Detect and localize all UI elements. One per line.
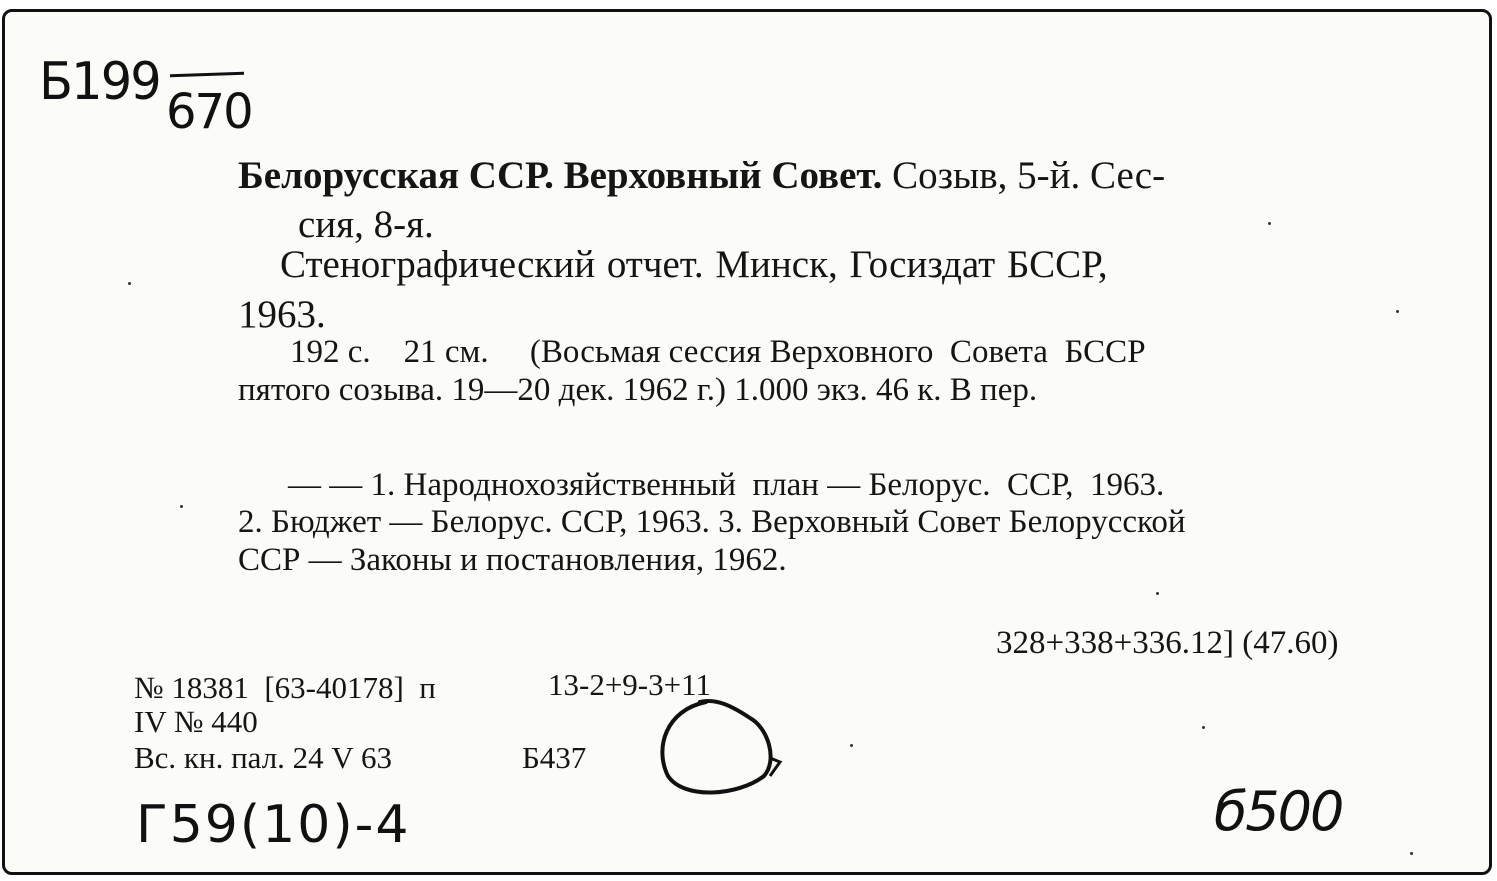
speck <box>1396 310 1399 313</box>
handwritten-class-left: Г59(10)-4 <box>136 795 411 855</box>
handwritten-circle <box>646 688 806 808</box>
title-line-2: 1963. <box>238 293 326 336</box>
handwritten-price-right: б500 <box>1214 780 1343 843</box>
heading-line-1 <box>238 153 1165 198</box>
classification-code: 328+338+336.12] (47.60) <box>996 625 1339 661</box>
speck <box>850 744 853 747</box>
heading-author: Белорусская ССР. Верховный Совет. <box>238 154 883 197</box>
format-code: 13-2+9-3+11 <box>548 667 711 702</box>
speck <box>180 505 183 508</box>
chamber-date: Вс. кн. пал. 24 V 63 <box>134 740 393 775</box>
record-volume: IV № 440 <box>134 704 258 739</box>
speck <box>1202 726 1205 729</box>
speck <box>1156 592 1159 595</box>
shelfmark-sub: 670 <box>166 84 252 140</box>
heading-line-2: сия, 8-я. <box>298 203 434 246</box>
description-line-2: пятого созыва. 19—20 дек. 1962 г.) 1.000 экз. 46 к. В пер. <box>238 372 1038 408</box>
title-line-1: Стенографический отчет. Минск, Госиздат БССР, <box>280 243 1108 286</box>
shelfmark-main: Б199 <box>39 52 160 112</box>
subject-line-3: ССР — Законы и постановления, 1962. <box>238 542 787 578</box>
speck <box>128 282 131 285</box>
subject-line-1: — — 1. Народнохозяйственный план — Белорус. ССР, 1963. <box>288 467 1165 503</box>
print-code: Б437 <box>522 740 587 775</box>
speck <box>1268 222 1271 225</box>
record-number: № 18381 [63-40178] п <box>134 670 436 705</box>
description-line-1: 192 с. 21 см. (Восьмая сессия Верховного Совета БССР <box>290 334 1146 370</box>
subject-line-2: 2. Бюджет — Белорус. ССР, 1963. 3. Верховный Совет Белорусской <box>238 504 1186 540</box>
speck <box>1410 852 1413 855</box>
heading-series: Созыв, 5-й. Сес- <box>882 154 1166 197</box>
